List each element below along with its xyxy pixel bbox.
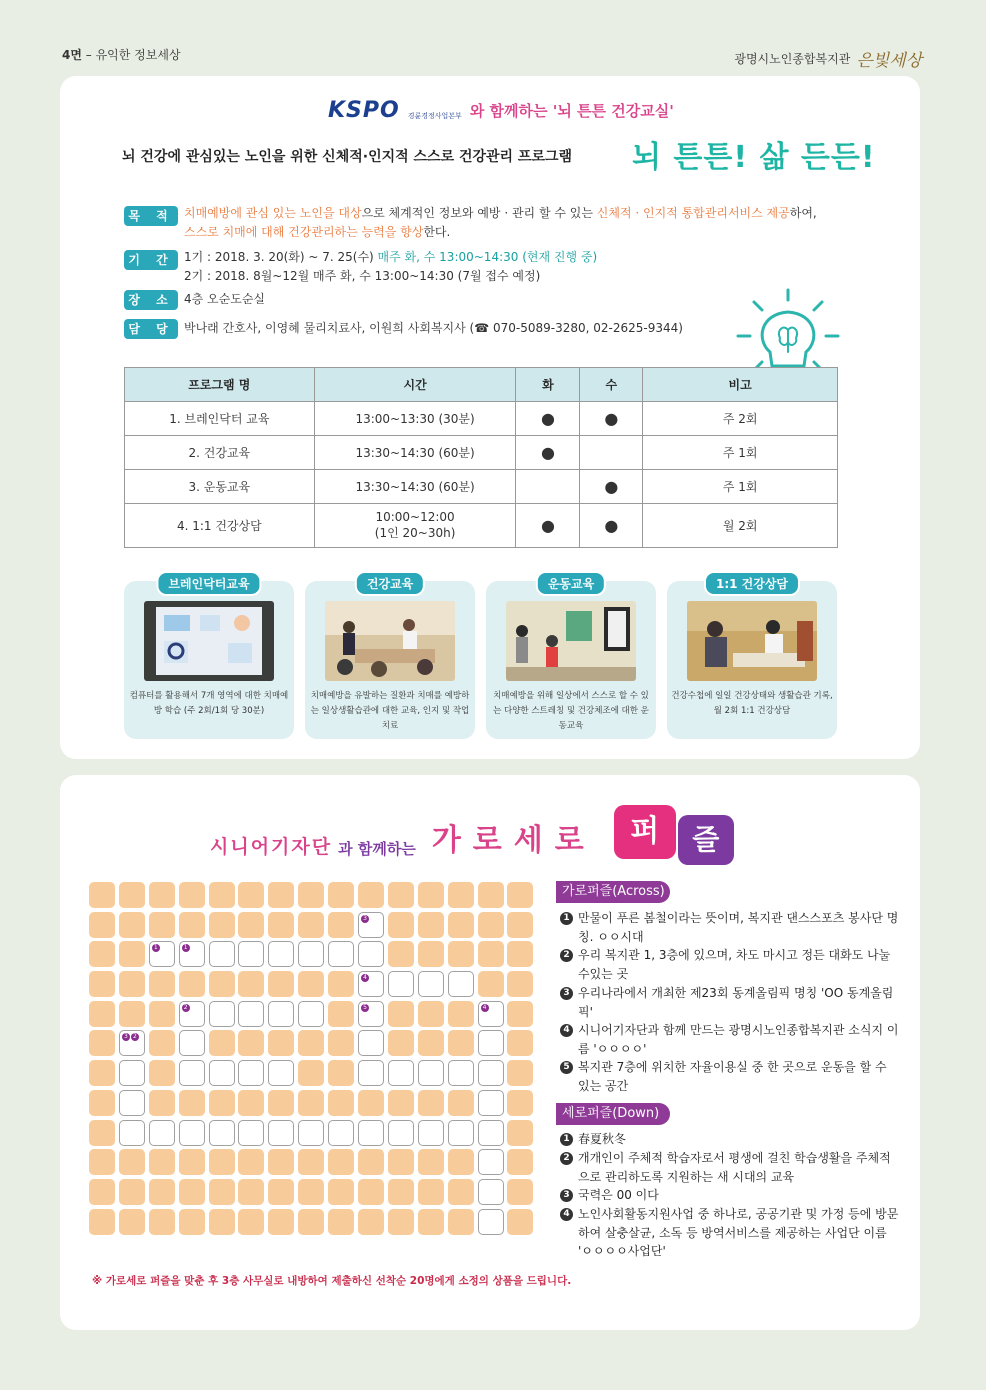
photo-card-exercise bbox=[486, 577, 656, 739]
puzzle-blank-cell bbox=[388, 1030, 414, 1056]
puzzle-blank-cell bbox=[179, 882, 205, 908]
kspo-logo: KSPO bbox=[328, 98, 400, 123]
puzzle-blank-cell bbox=[268, 971, 294, 997]
wed-mark: ● bbox=[580, 402, 643, 436]
clue-number-icon: 3 bbox=[560, 987, 573, 1000]
puzzle-answer-cell[interactable] bbox=[328, 1120, 354, 1146]
puzzle-blank-cell bbox=[298, 1209, 324, 1235]
puzzle-answer-cell[interactable] bbox=[358, 1120, 384, 1146]
photo-caption: 건강수첩에 일일 건강상태와 생활습관 기록, 월 2회 1:1 건강상담 bbox=[671, 691, 833, 716]
clue-number-icon: 2 bbox=[560, 1152, 573, 1165]
puzzle-blank-cell bbox=[328, 1001, 354, 1027]
puzzle-blank-cell bbox=[179, 912, 205, 938]
place-label: 장 소 bbox=[124, 290, 178, 310]
puzzle-answer-cell[interactable] bbox=[268, 1060, 294, 1086]
puzzle-blank-cell bbox=[358, 1209, 384, 1235]
puzzle-blank-cell bbox=[388, 941, 414, 967]
photo-tag: 운동교육 bbox=[536, 571, 606, 596]
program-time: 13:30~14:30 (60분) bbox=[314, 470, 516, 504]
puzzle-blank-cell bbox=[209, 971, 235, 997]
program-time-line-2: (1인 20~30h) bbox=[374, 526, 456, 540]
clue-number-icon: 3 bbox=[560, 1189, 573, 1202]
photo-caption: 컴퓨터를 활용해서 7개 영역에 대한 치매예방 학습 (주 2회/1회 당 30분) bbox=[129, 691, 289, 716]
puzzle-blank-cell bbox=[89, 941, 115, 967]
puzzle-blank-cell bbox=[358, 882, 384, 908]
puzzle-blank-cell bbox=[149, 1090, 175, 1116]
program-note: 주 1회 bbox=[643, 436, 838, 470]
puzzle-blank-cell bbox=[209, 1090, 235, 1116]
program-time bbox=[314, 504, 516, 548]
newsletter-brand: 은빛세상 bbox=[856, 51, 922, 71]
puzzle-answer-cell[interactable] bbox=[388, 1120, 414, 1146]
puzzle-blank-cell bbox=[507, 1090, 533, 1116]
across-clue-2: 2 우리 복지관 1, 3층에 있으며, 차도 마시고 정든 대화도 나눌 수있는 곳 bbox=[560, 946, 900, 983]
table-row bbox=[125, 436, 838, 470]
puzzle-answer-cell[interactable] bbox=[268, 1001, 294, 1027]
puzzle-blank-cell bbox=[89, 1001, 115, 1027]
org-name: 광명시노인종합복지관 bbox=[734, 52, 851, 66]
puzzle-blank-cell bbox=[507, 1149, 533, 1175]
puzzle-blank-cell bbox=[328, 1030, 354, 1056]
staff-label: 담 당 bbox=[124, 319, 178, 339]
puzzle-blank-cell bbox=[149, 1001, 175, 1027]
puzzle-answer-cell[interactable] bbox=[478, 1149, 504, 1175]
puzzle-blank-cell bbox=[507, 1060, 533, 1086]
puzzle-blank-cell bbox=[119, 912, 145, 938]
puzzle-answer-cell[interactable] bbox=[448, 1120, 474, 1146]
puzzle-blank-cell bbox=[298, 971, 324, 997]
photo-exercise bbox=[506, 601, 636, 681]
program-card bbox=[60, 76, 920, 759]
puzzle-answer-cell[interactable] bbox=[418, 1120, 444, 1146]
puzzle-blank-cell bbox=[268, 1149, 294, 1175]
puzzle-answer-cell[interactable] bbox=[209, 1060, 235, 1086]
puzzle-blank-cell bbox=[328, 912, 354, 938]
clue-number-icon: 2 bbox=[560, 949, 573, 962]
puzzle-answer-cell[interactable] bbox=[209, 941, 235, 967]
puzzle-blank-cell bbox=[298, 912, 324, 938]
section-name: – 유익한 정보세상 bbox=[81, 48, 181, 62]
puzzle-answer-cell[interactable] bbox=[119, 1090, 145, 1116]
puzzle-blank-cell bbox=[119, 1149, 145, 1175]
clue-number-icon: 4 bbox=[560, 1208, 573, 1221]
across-heading: 가로퍼즐(Across) bbox=[556, 881, 670, 903]
puzzle-blank-cell bbox=[448, 1030, 474, 1056]
puzzle-blank-cell bbox=[89, 1149, 115, 1175]
purpose-line-2: 스스로 치매에 대해 건강관리하는 능력을 향상한다. bbox=[184, 225, 451, 239]
puzzle-blank-cell bbox=[418, 882, 444, 908]
puzzle-blank-cell bbox=[328, 1149, 354, 1175]
puzzle-blank-cell bbox=[238, 912, 264, 938]
puzzle-answer-cell[interactable] bbox=[478, 1030, 504, 1056]
puzzle-blank-cell bbox=[418, 1030, 444, 1056]
puzzle-blank-cell bbox=[418, 1179, 444, 1205]
puzzle-blank-cell bbox=[179, 971, 205, 997]
program-name: 2. 건강교육 bbox=[125, 436, 315, 470]
puzzle-blank-cell bbox=[89, 1060, 115, 1086]
place-text: 4층 오순도순실 bbox=[184, 292, 266, 306]
schedule-table bbox=[124, 367, 838, 548]
crossword-grid bbox=[89, 882, 533, 1235]
period-line-2: 2기 : 2018. 8월~12월 매주 화, 수 13:00~14:30 (7월 접수 예정) bbox=[184, 269, 541, 283]
program-title: 와 함께하는 '뇌 튼튼 건강교실' bbox=[469, 102, 674, 120]
puzzle-answer-cell[interactable] bbox=[478, 1209, 504, 1235]
puzzle-answer-cell[interactable] bbox=[179, 1030, 205, 1056]
puzzle-blank-cell bbox=[119, 971, 145, 997]
period-label: 기 간 bbox=[124, 250, 178, 270]
puzzle-blank-cell bbox=[478, 941, 504, 967]
puzzle-answer-cell[interactable] bbox=[179, 1120, 205, 1146]
puzzle-blank-cell bbox=[179, 1149, 205, 1175]
puzzle-blank-cell bbox=[388, 882, 414, 908]
puzzle-blank-cell bbox=[328, 1060, 354, 1086]
puzzle-blank-cell bbox=[358, 1149, 384, 1175]
puzzle-blank-cell bbox=[418, 1209, 444, 1235]
col-header-wed: 수 bbox=[580, 368, 643, 402]
tue-mark bbox=[516, 470, 580, 504]
puzzle-blank-cell bbox=[209, 1149, 235, 1175]
puzzle-title-reporters: 시니어기자단 bbox=[210, 836, 333, 858]
program-title-row bbox=[328, 98, 674, 123]
puzzle-answer-cell[interactable] bbox=[298, 1120, 324, 1146]
puzzle-title-with: 과 함께하는 bbox=[338, 840, 416, 858]
puzzle-blank-cell bbox=[238, 1090, 264, 1116]
cell-number-icon: 5 bbox=[361, 1004, 369, 1012]
table-row bbox=[125, 470, 838, 504]
program-subtitle: 뇌 건강에 관심있는 노인을 위한 신체적·인지적 스스로 건강관리 프로그램 bbox=[122, 149, 573, 165]
puzzle-blank-cell bbox=[478, 971, 504, 997]
clue-number-icon: 1 bbox=[560, 1133, 573, 1146]
puzzle-blank-cell bbox=[358, 1179, 384, 1205]
puzzle-answer-cell[interactable] bbox=[388, 1060, 414, 1086]
puzzle-blank-cell bbox=[179, 1090, 205, 1116]
clue-number-icon: 4 bbox=[560, 1024, 573, 1037]
staff-text: 박나래 간호사, 이영혜 물리치료사, 이원희 사회복지사 (☎ 070-5089-3280, 02-2625-9344) bbox=[184, 321, 683, 335]
puzzle-answer-cell[interactable] bbox=[358, 912, 384, 938]
puzzle-card bbox=[60, 775, 920, 1330]
program-note: 주 1회 bbox=[643, 470, 838, 504]
puzzle-blank-cell bbox=[448, 1090, 474, 1116]
program-slogan: 뇌 튼튼! 삶 든든! bbox=[632, 140, 876, 175]
puzzle-answer-cell[interactable] bbox=[238, 1001, 264, 1027]
program-time-line-1: 10:00~12:00 bbox=[375, 510, 455, 524]
puzzle-piece-1: 퍼 bbox=[614, 805, 676, 859]
puzzle-answer-cell[interactable] bbox=[478, 1179, 504, 1205]
puzzle-blank-cell bbox=[238, 1030, 264, 1056]
puzzle-blank-cell bbox=[507, 1001, 533, 1027]
page-header-right bbox=[734, 46, 922, 71]
puzzle-answer-cell[interactable] bbox=[478, 1001, 504, 1027]
puzzle-blank-cell bbox=[388, 1179, 414, 1205]
cell-number-icon: 2 bbox=[182, 1004, 190, 1012]
tue-mark: ● bbox=[516, 504, 580, 548]
puzzle-answer-cell[interactable] bbox=[478, 1060, 504, 1086]
puzzle-answer-cell[interactable] bbox=[358, 941, 384, 967]
puzzle-blank-cell bbox=[478, 882, 504, 908]
puzzle-blank-cell bbox=[388, 1209, 414, 1235]
schedule-header-row bbox=[125, 368, 838, 402]
across-clue-4: 4 시니어기자단과 함께 만드는 광명시노인종합복지관 소식지 이름 'ㅇㅇㅇㅇ' bbox=[560, 1021, 900, 1058]
puzzle-blank-cell bbox=[149, 912, 175, 938]
cell-number-icon: 4 bbox=[361, 974, 369, 982]
puzzle-blank-cell bbox=[149, 1209, 175, 1235]
puzzle-blank-cell bbox=[507, 912, 533, 938]
puzzle-blank-cell bbox=[298, 1060, 324, 1086]
puzzle-answer-cell[interactable] bbox=[268, 1120, 294, 1146]
puzzle-blank-cell bbox=[507, 971, 533, 997]
down-heading: 세로퍼즐(Down) bbox=[556, 1103, 670, 1125]
puzzle-blank-cell bbox=[507, 941, 533, 967]
puzzle-blank-cell bbox=[298, 1179, 324, 1205]
puzzle-blank-cell bbox=[149, 1060, 175, 1086]
puzzle-blank-cell bbox=[298, 1090, 324, 1116]
cell-number-icon: 1 bbox=[152, 944, 160, 952]
puzzle-blank-cell bbox=[418, 1090, 444, 1116]
program-note: 월 2회 bbox=[643, 504, 838, 548]
puzzle-blank-cell bbox=[268, 1030, 294, 1056]
photo-caption: 치매예방을 위해 일상에서 스스로 할 수 있는 다양한 스트레칭 및 건강체조에 대한 운동교육 bbox=[493, 691, 649, 731]
puzzle-blank-cell bbox=[179, 1179, 205, 1205]
puzzle-blank-cell bbox=[238, 1149, 264, 1175]
clue-number-icon: 1 bbox=[560, 912, 573, 925]
puzzle-blank-cell bbox=[328, 1179, 354, 1205]
tue-mark: ● bbox=[516, 402, 580, 436]
puzzle-blank-cell bbox=[388, 912, 414, 938]
clue-number-icon: 5 bbox=[560, 1061, 573, 1074]
puzzle-answer-cell[interactable] bbox=[149, 1120, 175, 1146]
puzzle-blank-cell bbox=[209, 1179, 235, 1205]
puzzle-blank-cell bbox=[209, 882, 235, 908]
puzzle-blank-cell bbox=[418, 941, 444, 967]
tue-mark: ● bbox=[516, 436, 580, 470]
puzzle-answer-cell[interactable] bbox=[418, 1060, 444, 1086]
puzzle-answer-cell[interactable] bbox=[358, 1001, 384, 1027]
puzzle-blank-cell bbox=[89, 1030, 115, 1056]
puzzle-answer-cell[interactable] bbox=[238, 1120, 264, 1146]
puzzle-answer-cell[interactable] bbox=[478, 1090, 504, 1116]
puzzle-blank-cell bbox=[89, 1179, 115, 1205]
col-header-note: 비고 bbox=[643, 368, 838, 402]
photo-card-consult bbox=[667, 577, 837, 739]
puzzle-answer-cell[interactable] bbox=[358, 1030, 384, 1056]
puzzle-blank-cell bbox=[328, 1090, 354, 1116]
program-time: 13:00~13:30 (30분) bbox=[314, 402, 516, 436]
photo-card-health-edu bbox=[305, 577, 475, 739]
cell-number-icon: 4 bbox=[481, 1004, 489, 1012]
table-row bbox=[125, 402, 838, 436]
wed-mark: ● bbox=[580, 470, 643, 504]
photo-consult bbox=[687, 601, 817, 681]
puzzle-blank-cell bbox=[209, 1030, 235, 1056]
col-header-tue: 화 bbox=[516, 368, 580, 402]
cell-number-icon: 3 bbox=[122, 1033, 130, 1041]
program-name: 1. 브레인닥터 교육 bbox=[125, 402, 315, 436]
puzzle-blank-cell bbox=[478, 912, 504, 938]
program-note: 주 2회 bbox=[643, 402, 838, 436]
page-number: 4면 bbox=[62, 48, 82, 62]
puzzle-blank-cell bbox=[448, 1209, 474, 1235]
puzzle-blank-cell bbox=[388, 1149, 414, 1175]
puzzle-blank-cell bbox=[298, 1030, 324, 1056]
puzzle-blank-cell bbox=[209, 1209, 235, 1235]
puzzle-answer-cell[interactable] bbox=[388, 971, 414, 997]
puzzle-blank-cell bbox=[149, 1030, 175, 1056]
wed-mark bbox=[580, 436, 643, 470]
col-header-time: 시간 bbox=[314, 368, 516, 402]
puzzle-blank-cell bbox=[358, 1090, 384, 1116]
puzzle-blank-cell bbox=[89, 912, 115, 938]
puzzle-answer-cell[interactable] bbox=[268, 941, 294, 967]
puzzle-title-crossword: 가로세로 bbox=[431, 823, 596, 858]
puzzle-answer-cell[interactable] bbox=[328, 941, 354, 967]
cell-number-icon: 3 bbox=[361, 915, 369, 923]
puzzle-blank-cell bbox=[268, 1090, 294, 1116]
photo-health-edu bbox=[325, 601, 455, 681]
puzzle-blank-cell bbox=[268, 912, 294, 938]
puzzle-blank-cell bbox=[89, 1120, 115, 1146]
kspo-logo-sub: 경륜경정사업본부 bbox=[407, 111, 462, 120]
puzzle-answer-cell[interactable] bbox=[298, 941, 324, 967]
puzzle-blank-cell bbox=[89, 971, 115, 997]
puzzle-blank-cell bbox=[328, 1209, 354, 1235]
puzzle-blank-cell bbox=[388, 1001, 414, 1027]
puzzle-blank-cell bbox=[328, 971, 354, 997]
puzzle-blank-cell bbox=[238, 882, 264, 908]
period-line-1: 1기 : 2018. 3. 20(화) ~ 7. 25(수) 매주 화, 수 13:00~14:30 (현재 진행 중) bbox=[184, 250, 598, 264]
puzzle-blank-cell bbox=[209, 912, 235, 938]
puzzle-blank-cell bbox=[149, 882, 175, 908]
puzzle-blank-cell bbox=[448, 1001, 474, 1027]
puzzle-blank-cell bbox=[448, 1179, 474, 1205]
brain-bulb-icon bbox=[736, 288, 840, 378]
program-name: 3. 운동교육 bbox=[125, 470, 315, 504]
puzzle-blank-cell bbox=[418, 1149, 444, 1175]
puzzle-answer-cell[interactable] bbox=[358, 1060, 384, 1086]
puzzle-answer-cell[interactable] bbox=[119, 1030, 145, 1056]
puzzle-blank-cell bbox=[507, 1179, 533, 1205]
puzzle-blank-cell bbox=[119, 882, 145, 908]
purpose-label: 목 적 bbox=[124, 206, 178, 226]
puzzle-blank-cell bbox=[507, 882, 533, 908]
photo-tag: 브레인닥터교육 bbox=[156, 571, 261, 596]
puzzle-blank-cell bbox=[507, 1030, 533, 1056]
down-clue-4: 4 노인사회활동지원사업 중 하나로, 공공기관 및 가정 등에 방문하여 살충살균, 소독 등 방역서비스를 제공하는 사업단 이름 'ㅇㅇㅇㅇ사업단' bbox=[560, 1205, 900, 1261]
puzzle-blank-cell bbox=[149, 1149, 175, 1175]
down-clue-3: 3 국력은 00 이다 bbox=[560, 1186, 900, 1205]
cell-number-icon: 2 bbox=[131, 1033, 139, 1041]
puzzle-blank-cell bbox=[179, 1209, 205, 1235]
puzzle-answer-cell[interactable] bbox=[238, 941, 264, 967]
puzzle-blank-cell bbox=[238, 971, 264, 997]
puzzle-blank-cell bbox=[507, 1120, 533, 1146]
puzzle-blank-cell bbox=[119, 1179, 145, 1205]
program-time: 13:30~14:30 (60분) bbox=[314, 436, 516, 470]
page-header-left bbox=[62, 46, 181, 63]
puzzle-blank-cell bbox=[418, 912, 444, 938]
puzzle-blank-cell bbox=[89, 1209, 115, 1235]
puzzle-answer-cell[interactable] bbox=[418, 971, 444, 997]
cell-number-icon: 1 bbox=[182, 944, 190, 952]
across-clue-3: 3 우리나라에서 개최한 제23회 동계올림픽 명칭 'OO 동계올림픽' bbox=[560, 984, 900, 1021]
puzzle-answer-cell[interactable] bbox=[448, 1060, 474, 1086]
puzzle-answer-cell[interactable] bbox=[119, 1120, 145, 1146]
puzzle-blank-cell bbox=[448, 882, 474, 908]
puzzle-blank-cell bbox=[149, 1179, 175, 1205]
program-name: 4. 1:1 건강상담 bbox=[125, 504, 315, 548]
puzzle-answer-cell[interactable] bbox=[238, 1060, 264, 1086]
puzzle-answer-cell[interactable] bbox=[149, 941, 175, 967]
puzzle-answer-cell[interactable] bbox=[298, 1001, 324, 1027]
purpose-line-1: 치매예방에 관심 있는 노인을 대상으로 체계적인 정보와 예방 · 관리 할 수 있는 신체적 · 인지적 통합관리서비스 제공하여, bbox=[184, 206, 817, 220]
puzzle-blank-cell bbox=[298, 1149, 324, 1175]
col-header-program: 프로그램 명 bbox=[125, 368, 315, 402]
puzzle-blank-cell bbox=[418, 1001, 444, 1027]
puzzle-blank-cell bbox=[388, 1090, 414, 1116]
puzzle-title bbox=[210, 805, 734, 859]
puzzle-blank-cell bbox=[268, 882, 294, 908]
photo-brain-doctor bbox=[144, 601, 274, 681]
table-row bbox=[125, 504, 838, 548]
across-clue-1: 1 만물이 푸른 봄철이라는 뜻이며, 복지관 댄스스포츠 봉사단 명칭. ㅇㅇ시대 bbox=[560, 909, 900, 946]
down-clue-1: 1 春夏秋冬 bbox=[560, 1130, 900, 1149]
photo-tag: 1:1 건강상담 bbox=[704, 571, 800, 596]
puzzle-answer-cell[interactable] bbox=[179, 1001, 205, 1027]
puzzle-blank-cell bbox=[238, 1209, 264, 1235]
puzzle-answer-cell[interactable] bbox=[358, 971, 384, 997]
puzzle-blank-cell bbox=[448, 1149, 474, 1175]
puzzle-blank-cell bbox=[448, 912, 474, 938]
across-clue-5: 5 복지관 7층에 위치한 자율이용실 중 한 곳으로 운동을 할 수 있는 공간 bbox=[560, 1058, 900, 1095]
puzzle-note: ※ 가로세로 퍼즐을 맞춘 후 3층 사무실로 내방하여 제출하신 선착순 20명에게 소정의 상품을 드립니다. bbox=[92, 1275, 572, 1287]
puzzle-blank-cell bbox=[119, 1209, 145, 1235]
puzzle-blank-cell bbox=[238, 1179, 264, 1205]
puzzle-blank-cell bbox=[89, 882, 115, 908]
puzzle-answer-cell[interactable] bbox=[209, 1001, 235, 1027]
down-clue-2: 2 개개인이 주체적 학습자로서 평생에 걸친 학습생활을 주체적으로 관리하도록 지원하는 새 시대의 교육 bbox=[560, 1149, 900, 1186]
puzzle-answer-cell[interactable] bbox=[119, 1060, 145, 1086]
wed-mark: ● bbox=[580, 504, 643, 548]
puzzle-blank-cell bbox=[507, 1209, 533, 1235]
puzzle-blank-cell bbox=[149, 971, 175, 997]
puzzle-blank-cell bbox=[298, 882, 324, 908]
puzzle-answer-cell[interactable] bbox=[209, 1120, 235, 1146]
puzzle-blank-cell bbox=[89, 1090, 115, 1116]
photo-caption: 치매예방을 유발하는 질환과 치매를 예방하는 일상생활습관에 대한 교육, 인지 및 작업치료 bbox=[310, 691, 470, 731]
puzzle-piece-2: 즐 bbox=[678, 815, 734, 865]
photo-tag: 건강교육 bbox=[355, 571, 425, 596]
puzzle-answer-cell[interactable] bbox=[478, 1120, 504, 1146]
puzzle-blank-cell bbox=[448, 941, 474, 967]
puzzle-answer-cell[interactable] bbox=[448, 971, 474, 997]
puzzle-answer-cell[interactable] bbox=[179, 1060, 205, 1086]
photo-card-brain-doctor bbox=[124, 577, 294, 739]
puzzle-blank-cell bbox=[119, 941, 145, 967]
puzzle-blank-cell bbox=[268, 1209, 294, 1235]
puzzle-blank-cell bbox=[268, 1179, 294, 1205]
puzzle-blank-cell bbox=[119, 1001, 145, 1027]
puzzle-answer-cell[interactable] bbox=[179, 941, 205, 967]
puzzle-blank-cell bbox=[328, 882, 354, 908]
